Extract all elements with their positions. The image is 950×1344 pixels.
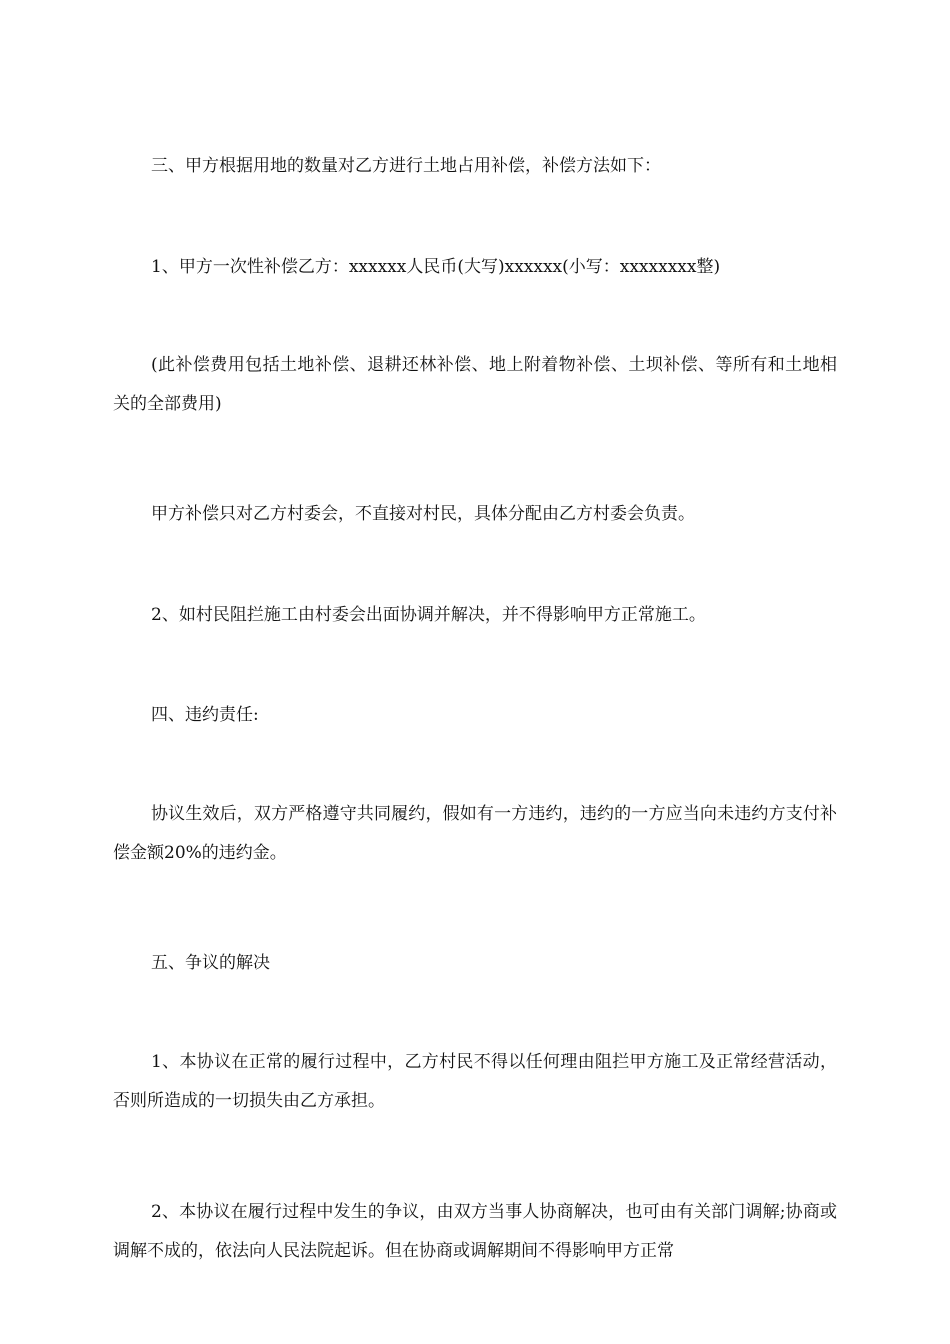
clause-5-2: 2、本协议在履行过程中发生的争议，由双方当事人协商解决，也可由有关部门调解;协商或调解不成的，依法向人民法院起诉。但在协商或调解期间不得影响甲方正常 (113, 1202, 837, 1261)
section-5-heading: 五、争议的解决 (151, 953, 270, 973)
clause-3-2: 2、如村民阻拦施工由村委会出面协调并解决，并不得影响甲方正常施工。 (151, 605, 706, 625)
compensation-distribution: 甲方补偿只对乙方村委会，不直接对村民，具体分配由乙方村委会负责。 (151, 504, 695, 524)
breach-liability-text: 协议生效后，双方严格遵守共同履约，假如有一方违约，违约的一方应当向未违约方支付补偿金额20%的违约金。 (113, 804, 837, 863)
section-3-heading: 三、甲方根据用地的数量对乙方进行土地占用补偿，补偿方法如下： (151, 156, 661, 176)
clause-5-1: 1、本协议在正常的履行过程中，乙方村民不得以任何理由阻拦甲方施工及正常经营活动，否则所造成的一切损失由乙方承担。 (113, 1052, 837, 1111)
section-4-heading: 四、违约责任: (151, 705, 259, 725)
compensation-note: (此补偿费用包括土地补偿、退耕还林补偿、地上附着物补偿、土坝补偿、等所有和土地相关的全部费用) (113, 355, 837, 414)
clause-3-1: 1、甲方一次性补偿乙方：xxxxxx人民币(大写)xxxxxx(小写：xxxxxxxx整) (151, 257, 721, 277)
